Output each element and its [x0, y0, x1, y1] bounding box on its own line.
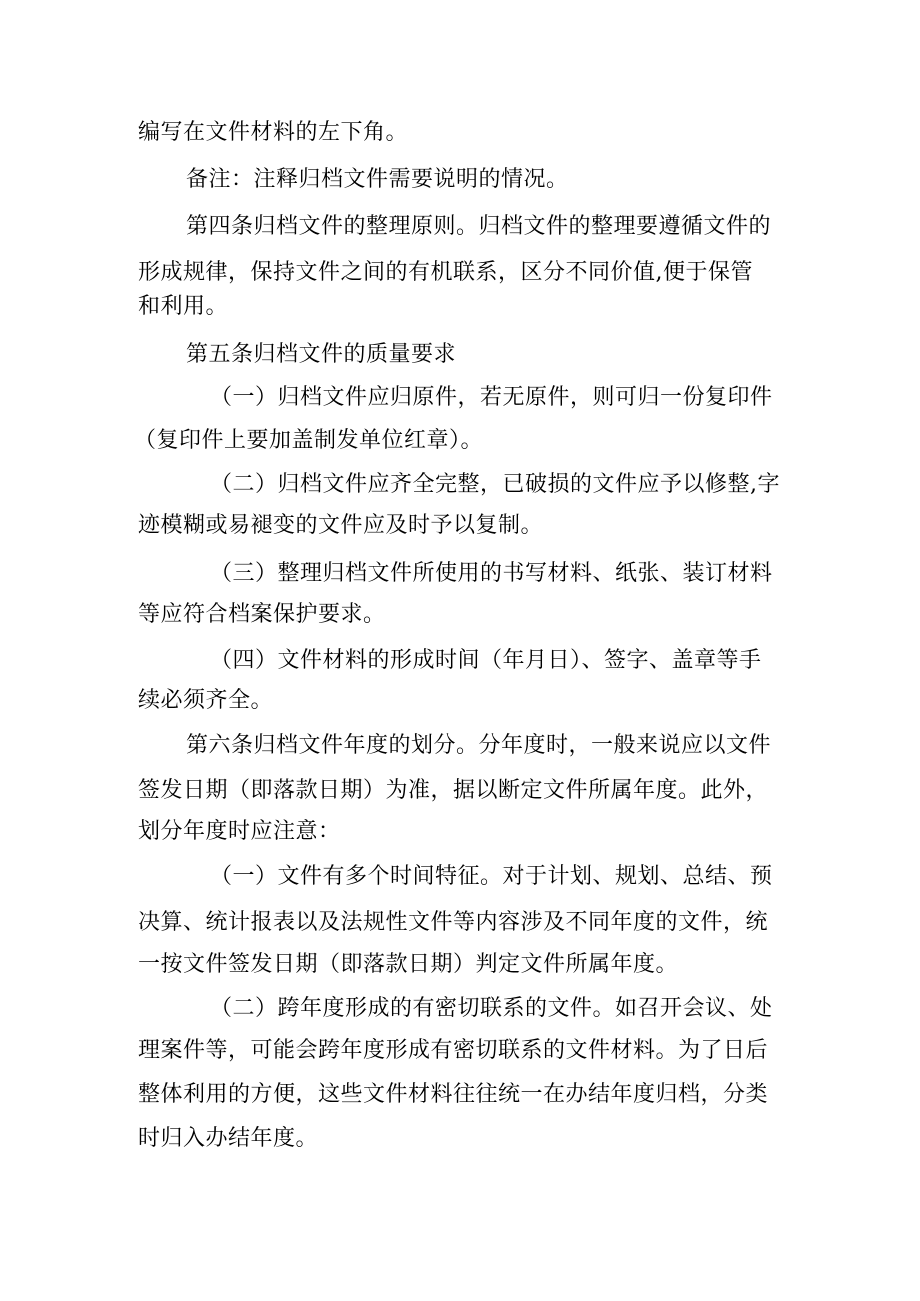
- text-line: 决算、统计报表以及法规性文件等内容涉及不同年度的文件，统: [138, 910, 769, 935]
- text-line: （一）归档文件应归原件，若无原件，则可归一份复印件: [210, 385, 773, 410]
- text-line: （复印件上要加盖制发单位红章）。: [134, 428, 484, 453]
- text-line: 备注：注释归档文件需要说明的情况。: [186, 167, 569, 192]
- text-line: 等应符合档案保护要求。: [138, 602, 386, 627]
- text-line: 第四条归档文件的整理原则。归档文件的整理要遵循文件的: [186, 214, 772, 239]
- text-line: （二）归档文件应齐全完整，已破损的文件应予以修整,字: [210, 472, 780, 497]
- text-line: 划分年度时应注意：: [138, 819, 341, 844]
- text-line: 第六条归档文件年度的划分。分年度时，一般来说应以文件: [186, 733, 772, 758]
- text-line: 编写在文件材料的左下角。: [138, 120, 409, 145]
- text-line: （一）文件有多个时间特征。对于计划、规划、总结、预: [210, 864, 773, 889]
- text-line: 一按文件签发日期（即落款日期）判定文件所属年度。: [138, 952, 679, 977]
- text-line: （三）整理归档文件所使用的书写材料、纸张、装订材料: [210, 561, 773, 586]
- text-line: （二）跨年度形成的有密切联系的文件。如召开会议、处: [210, 996, 773, 1021]
- text-line: 迹模糊或易褪变的文件应及时予以复制。: [138, 513, 544, 538]
- text-line: 第五条归档文件的质量要求: [186, 342, 457, 367]
- text-line: 续必须齐全。: [138, 688, 274, 713]
- text-line: 签发日期（即落款日期）为准，据以断定文件所属年度。此外，: [138, 778, 769, 803]
- text-line: 时归入办结年度。: [138, 1126, 319, 1151]
- text-line: 和利用。: [138, 294, 229, 319]
- text-line: 整体利用的方便，这些文件材料往往统一在办结年度归档，分类: [138, 1082, 769, 1107]
- text-line: 理案件等，可能会跨年度形成有密切联系的文件材料。为了日后: [138, 1038, 769, 1063]
- text-line: （四）文件材料的形成时间（年月日）、签字、盖章等手: [210, 648, 762, 673]
- text-line: 形成规律，保持文件之间的有机联系，区分不同价值,便于保管: [138, 260, 753, 285]
